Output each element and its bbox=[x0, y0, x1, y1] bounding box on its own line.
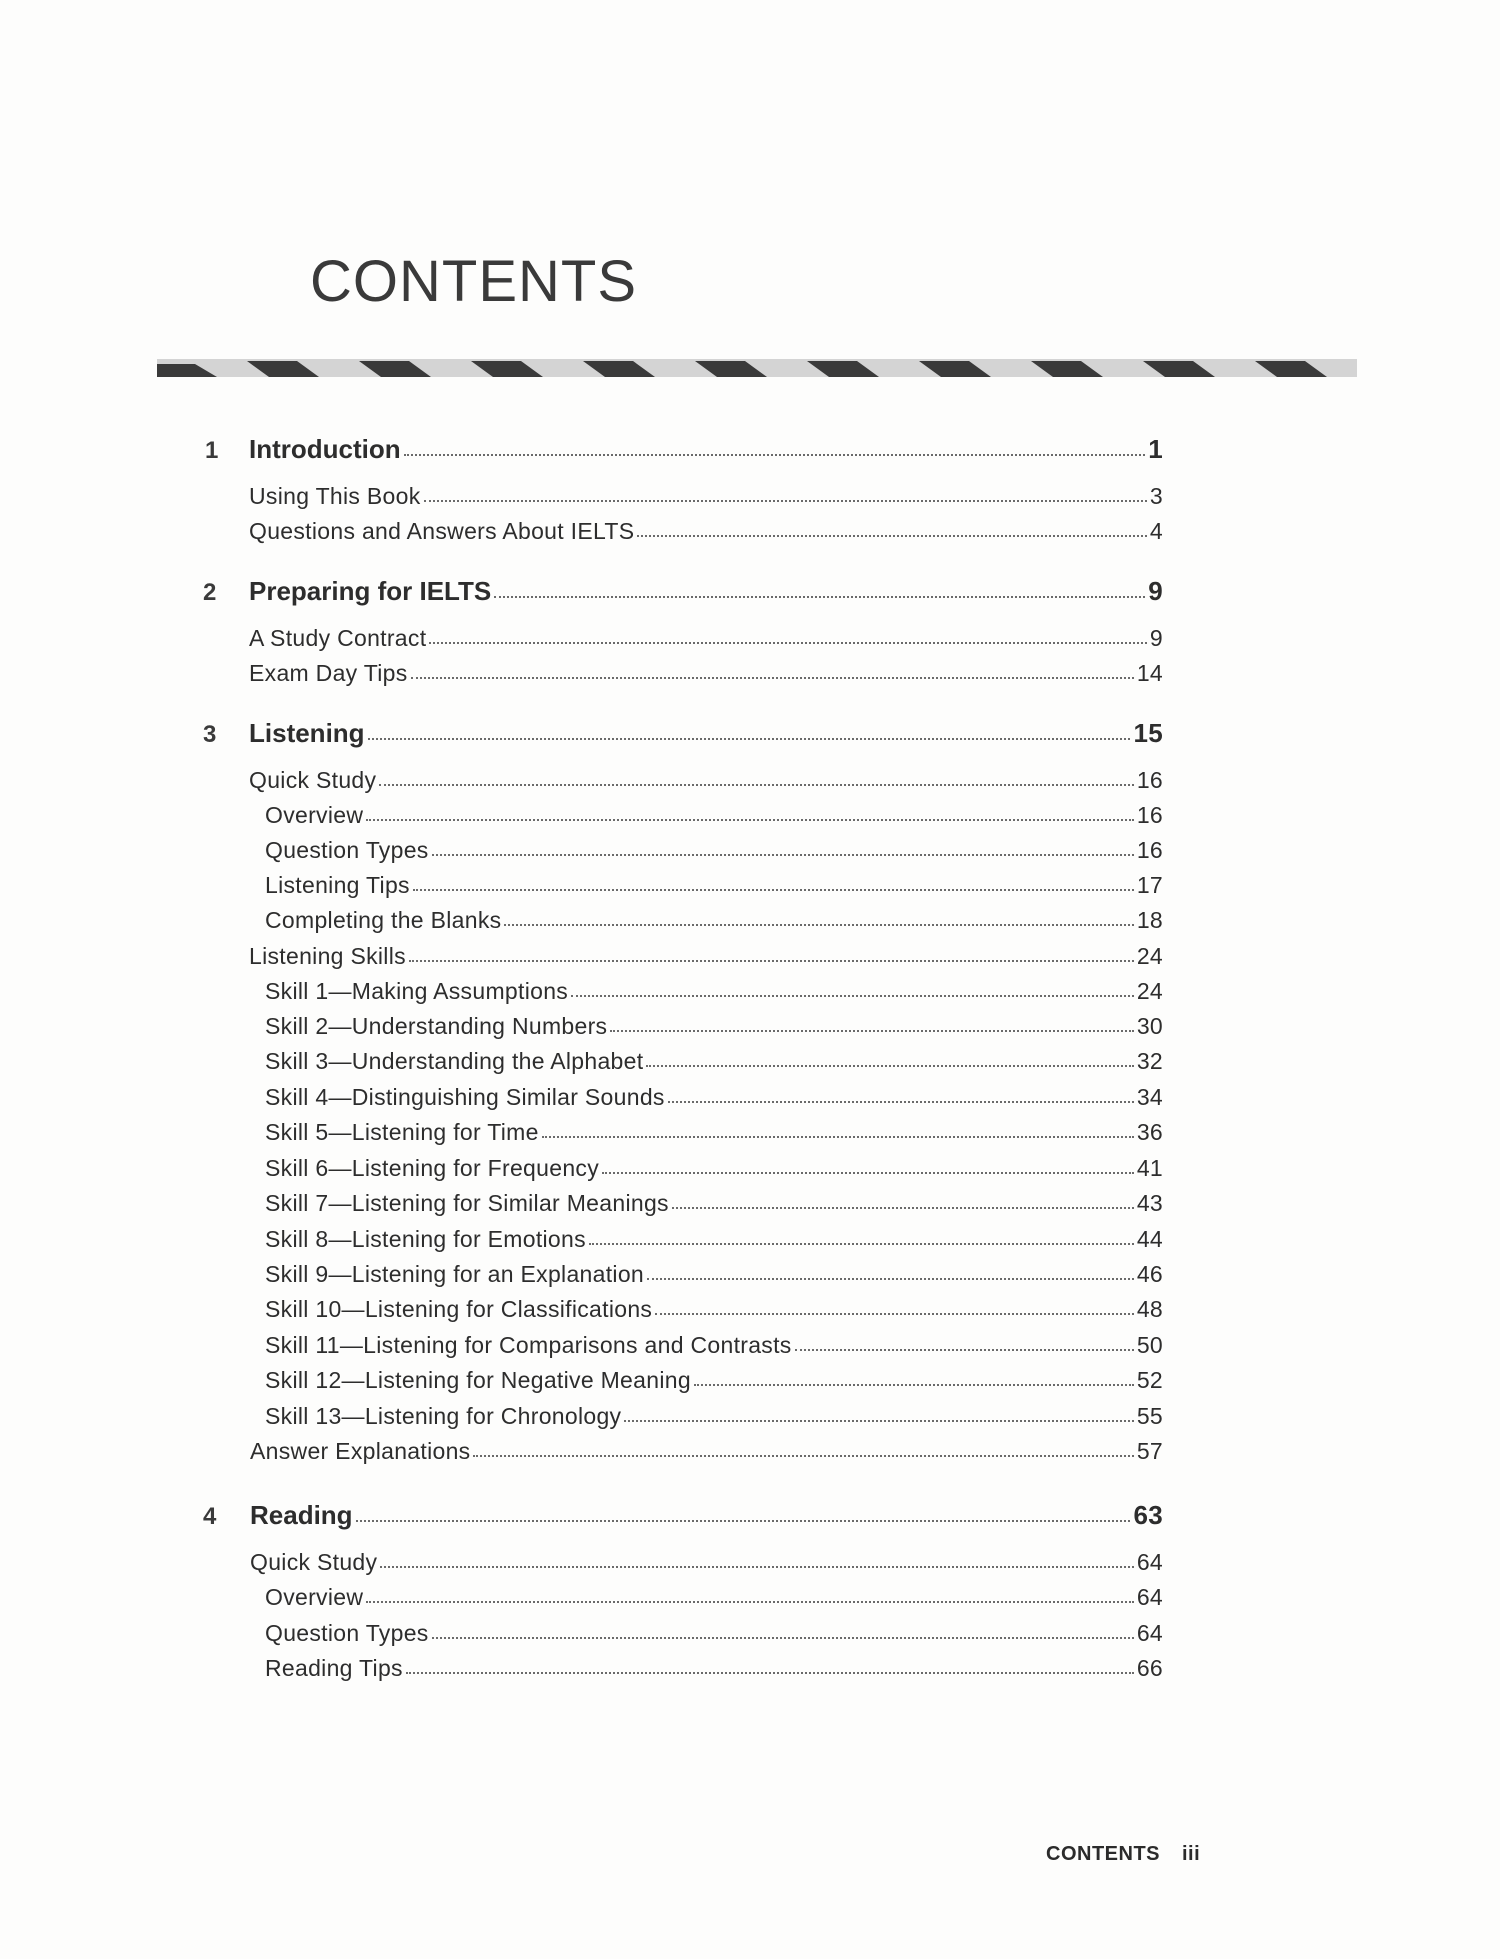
toc-label: Skill 10—Listening for Classifications bbox=[265, 1296, 653, 1322]
chapter-number: 2 bbox=[203, 579, 217, 606]
toc-entry[interactable] bbox=[249, 625, 1163, 652]
toc-page: 32 bbox=[1136, 1048, 1163, 1074]
dot-leader bbox=[655, 1312, 1134, 1315]
toc-entry[interactable] bbox=[249, 660, 1163, 687]
toc-page: 14 bbox=[1136, 660, 1163, 686]
toc-subentry[interactable] bbox=[265, 1226, 1163, 1253]
toc-label: Skill 9—Listening for an Explanation bbox=[265, 1261, 645, 1287]
dot-leader bbox=[668, 1100, 1134, 1103]
toc-subentry[interactable] bbox=[265, 1084, 1163, 1111]
toc-page: 24 bbox=[1136, 978, 1163, 1004]
dot-leader bbox=[356, 1519, 1131, 1522]
toc-label: Skill 7—Listening for Similar Meanings bbox=[265, 1190, 669, 1216]
toc-subentry[interactable] bbox=[265, 802, 1163, 829]
toc-entry[interactable] bbox=[249, 767, 1163, 794]
toc-label: Skill 13—Listening for Chronology bbox=[265, 1403, 622, 1429]
toc-label: Overview bbox=[265, 802, 364, 828]
toc-chapter-reading[interactable] bbox=[250, 1500, 1163, 1531]
toc-chapter-preparing[interactable] bbox=[249, 576, 1163, 607]
toc-subentry[interactable] bbox=[265, 1155, 1163, 1182]
toc-subentry[interactable] bbox=[265, 1013, 1163, 1040]
toc-label: Skill 8—Listening for Emotions bbox=[265, 1226, 586, 1252]
toc-page: 9 bbox=[1149, 625, 1163, 651]
toc-chapter-introduction[interactable] bbox=[249, 434, 1163, 465]
dot-leader bbox=[646, 1064, 1133, 1067]
dot-leader bbox=[672, 1206, 1134, 1209]
toc-page: 64 bbox=[1136, 1549, 1163, 1575]
toc-subentry[interactable] bbox=[265, 978, 1163, 1005]
toc-subentry[interactable] bbox=[265, 1367, 1163, 1394]
toc-page: 18 bbox=[1136, 907, 1163, 933]
dot-leader bbox=[624, 1419, 1133, 1422]
toc-page: 16 bbox=[1136, 802, 1163, 828]
toc-label: Questions and Answers About IELTS bbox=[249, 518, 635, 544]
dot-leader bbox=[413, 888, 1134, 891]
dot-leader bbox=[368, 737, 1131, 740]
toc-page: 16 bbox=[1136, 837, 1163, 863]
toc-page: 4 bbox=[1149, 518, 1163, 544]
toc-entry[interactable] bbox=[249, 483, 1163, 510]
dot-leader bbox=[366, 1600, 1134, 1603]
toc-subentry[interactable] bbox=[265, 872, 1163, 899]
toc-subentry[interactable] bbox=[265, 907, 1163, 934]
toc-label: Answer Explanations bbox=[250, 1438, 471, 1464]
toc-page: 63 bbox=[1133, 1500, 1163, 1530]
toc-label: Skill 5—Listening for Time bbox=[265, 1119, 539, 1145]
dot-leader bbox=[473, 1454, 1133, 1457]
toc-label: Using This Book bbox=[249, 483, 421, 509]
dot-leader bbox=[504, 923, 1133, 926]
toc-label: Preparing for IELTS bbox=[249, 576, 492, 606]
dot-leader bbox=[406, 1671, 1134, 1674]
toc-label: Quick Study bbox=[250, 1549, 378, 1575]
toc-label: Skill 1—Making Assumptions bbox=[265, 978, 569, 1004]
toc-label: Skill 6—Listening for Frequency bbox=[265, 1155, 600, 1181]
toc-subentry[interactable] bbox=[265, 1048, 1163, 1075]
dot-leader bbox=[610, 1029, 1133, 1032]
toc-page: 9 bbox=[1148, 576, 1163, 606]
toc-label: Listening Tips bbox=[265, 872, 410, 898]
toc-subentry[interactable] bbox=[265, 1296, 1163, 1323]
dot-leader bbox=[432, 853, 1134, 856]
toc-label: Question Types bbox=[265, 1620, 429, 1646]
dot-leader bbox=[494, 595, 1145, 598]
toc-label: Exam Day Tips bbox=[249, 660, 408, 686]
dot-leader bbox=[429, 641, 1147, 644]
toc-label: Skill 4—Distinguishing Similar Sounds bbox=[265, 1084, 665, 1110]
toc-label: Quick Study bbox=[249, 767, 377, 793]
toc-page: 57 bbox=[1136, 1438, 1163, 1464]
toc-label: A Study Contract bbox=[249, 625, 427, 651]
toc-page: 64 bbox=[1136, 1620, 1163, 1646]
toc-subentry[interactable] bbox=[265, 837, 1163, 864]
toc-subentry[interactable] bbox=[265, 1190, 1163, 1217]
toc-page: 24 bbox=[1136, 943, 1163, 969]
dot-leader bbox=[602, 1171, 1134, 1174]
toc-entry[interactable] bbox=[250, 1438, 1163, 1465]
toc-page: 3 bbox=[1149, 483, 1163, 509]
footer-page-number: iii bbox=[1182, 1843, 1201, 1865]
toc-subentry[interactable] bbox=[265, 1119, 1163, 1146]
chapter-number: 3 bbox=[203, 721, 217, 748]
dot-leader bbox=[366, 818, 1134, 821]
dot-leader bbox=[424, 499, 1147, 502]
dot-leader bbox=[404, 453, 1146, 456]
toc-page: 15 bbox=[1133, 718, 1163, 748]
toc-page: 16 bbox=[1136, 767, 1163, 793]
dot-leader bbox=[694, 1383, 1134, 1386]
toc-label: Skill 2—Understanding Numbers bbox=[265, 1013, 608, 1039]
toc-label: Reading Tips bbox=[265, 1655, 403, 1681]
toc-label: Reading bbox=[250, 1500, 353, 1530]
toc-page: 66 bbox=[1136, 1655, 1163, 1681]
toc-label: Skill 3—Understanding the Alphabet bbox=[265, 1048, 644, 1074]
chapter-number: 1 bbox=[205, 437, 219, 464]
dot-leader bbox=[647, 1277, 1134, 1280]
toc-page: 55 bbox=[1136, 1403, 1163, 1429]
toc-label: Question Types bbox=[265, 837, 429, 863]
toc-page: 17 bbox=[1136, 872, 1163, 898]
toc-subentry[interactable] bbox=[265, 1332, 1163, 1359]
toc-label: Listening bbox=[249, 718, 365, 748]
toc-entry[interactable] bbox=[250, 1549, 1163, 1576]
toc-label: Listening Skills bbox=[249, 943, 406, 969]
chapter-number: 4 bbox=[203, 1503, 217, 1530]
toc-subentry[interactable] bbox=[265, 1403, 1163, 1430]
toc-chapter-listening[interactable] bbox=[249, 718, 1163, 749]
footer-label: CONTENTS bbox=[1046, 1843, 1160, 1865]
toc-label: Overview bbox=[265, 1584, 364, 1610]
toc-page: 44 bbox=[1136, 1226, 1163, 1252]
dot-leader bbox=[432, 1636, 1134, 1639]
toc-label: Skill 11—Listening for Comparisons and Contrasts bbox=[265, 1332, 792, 1358]
toc-page: 48 bbox=[1136, 1296, 1163, 1322]
toc-subentry[interactable] bbox=[265, 1261, 1163, 1288]
dot-leader bbox=[409, 959, 1134, 962]
toc-page: 30 bbox=[1136, 1013, 1163, 1039]
dot-leader bbox=[589, 1242, 1134, 1245]
toc-page: 36 bbox=[1136, 1119, 1163, 1145]
dot-leader bbox=[379, 783, 1134, 786]
toc-subentry[interactable] bbox=[265, 1620, 1163, 1647]
toc-label: Introduction bbox=[249, 434, 401, 464]
dot-leader bbox=[795, 1348, 1134, 1351]
toc-subentry[interactable] bbox=[265, 1655, 1163, 1682]
dot-leader bbox=[380, 1565, 1134, 1568]
toc-page: 52 bbox=[1136, 1367, 1163, 1393]
toc-label: Completing the Blanks bbox=[265, 907, 502, 933]
toc-page: 46 bbox=[1136, 1261, 1163, 1287]
toc-page: 41 bbox=[1136, 1155, 1163, 1181]
toc-label: Skill 12—Listening for Negative Meaning bbox=[265, 1367, 691, 1393]
toc-subentry[interactable] bbox=[265, 1584, 1163, 1611]
toc-page: 34 bbox=[1136, 1084, 1163, 1110]
toc-page: 1 bbox=[1148, 434, 1163, 464]
dot-leader bbox=[571, 994, 1134, 997]
page-title: CONTENTS bbox=[310, 249, 637, 314]
toc-page: 50 bbox=[1136, 1332, 1163, 1358]
toc-entry[interactable] bbox=[249, 518, 1163, 545]
dot-leader bbox=[411, 676, 1134, 679]
toc-entry[interactable] bbox=[249, 943, 1163, 970]
toc-page: 64 bbox=[1136, 1584, 1163, 1610]
dot-leader bbox=[542, 1135, 1134, 1138]
dot-leader bbox=[637, 534, 1147, 537]
toc-page: 43 bbox=[1136, 1190, 1163, 1216]
decorative-stripe bbox=[157, 359, 1357, 377]
page-footer bbox=[1046, 1843, 1200, 1866]
